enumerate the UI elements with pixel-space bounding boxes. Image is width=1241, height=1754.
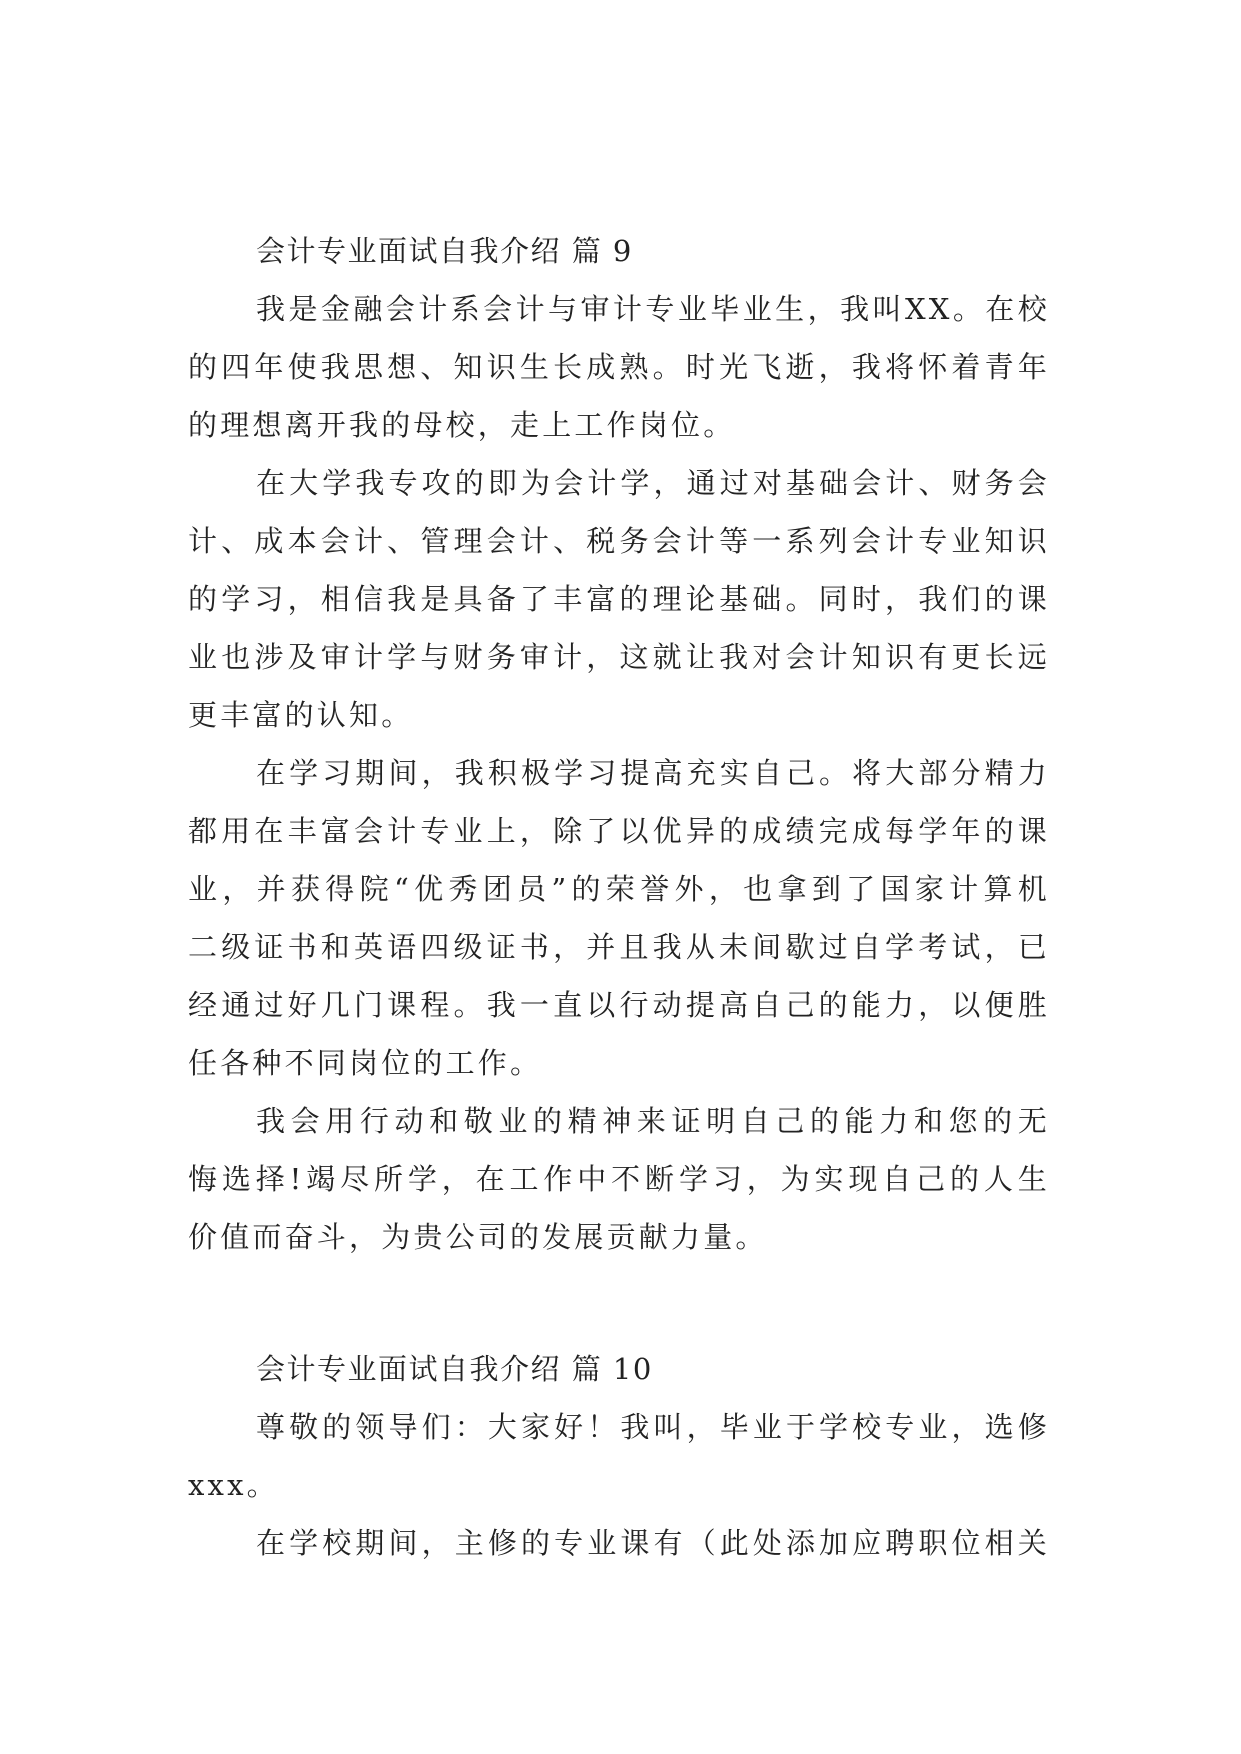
paragraph-line: xxx。 [188, 1468, 279, 1502]
paragraph-line: 尊敬的领导们：大家好！我叫，毕业于学校专业，选修 [256, 1410, 1050, 1444]
paragraph-line: 任各种不同岗位的工作。 [188, 1046, 543, 1080]
paragraph-line: 悔选择!竭尽所学，在工作中不断学习，为实现自己的人生 [188, 1162, 1050, 1196]
section-10-paragraph-1 [188, 1398, 1050, 1514]
section-9-paragraph-3 [188, 744, 1050, 1092]
section-9-paragraph-4 [188, 1092, 1050, 1266]
section-10-paragraph-2 [188, 1514, 1050, 1572]
paragraph-line: 都用在丰富会计专业上，除了以优异的成绩完成每学年的课 [188, 814, 1050, 848]
paragraph-line: 更丰富的认知。 [188, 698, 414, 732]
document-body [188, 222, 1050, 1572]
paragraph-line: 业，并获得院“优秀团员”的荣誉外，也拿到了国家计算机 [188, 872, 1050, 906]
section-gap [188, 1266, 1050, 1340]
section-9-paragraph-1 [188, 280, 1050, 454]
paragraph-line: 在学校期间，主修的专业课有（此处添加应聘职位相关 [256, 1526, 1050, 1560]
paragraph-line: 的四年使我思想、知识生长成熟。时光飞逝，我将怀着青年 [188, 350, 1050, 384]
paragraph-line: 我会用行动和敬业的精神来证明自己的能力和您的无 [256, 1104, 1050, 1138]
paragraph-line: 在学习期间，我积极学习提高充实自己。将大部分精力 [256, 756, 1050, 790]
section-9-title: 会计专业面试自我介绍 篇 9 [256, 234, 633, 268]
paragraph-line: 我是金融会计系会计与审计专业毕业生，我叫XX。在校 [256, 292, 1050, 326]
section-10-title: 会计专业面试自我介绍 篇 10 [256, 1352, 653, 1386]
paragraph-line: 计、成本会计、管理会计、税务会计等一系列会计专业知识 [188, 524, 1050, 558]
paragraph-line: 在大学我专攻的即为会计学，通过对基础会计、财务会 [256, 466, 1050, 500]
paragraph-line: 经通过好几门课程。我一直以行动提高自己的能力，以便胜 [188, 988, 1050, 1022]
paragraph-line: 二级证书和英语四级证书，并且我从未间歇过自学考试，已 [188, 930, 1050, 964]
paragraph-line: 的学习，相信我是具备了丰富的理论基础。同时，我们的课 [188, 582, 1050, 616]
paragraph-line: 价值而奋斗，为贵公司的发展贡献力量。 [188, 1220, 768, 1254]
paragraph-line: 业也涉及审计学与财务审计，这就让我对会计知识有更长远 [188, 640, 1050, 674]
paragraph-line: 的理想离开我的母校，走上工作岗位。 [188, 408, 736, 442]
section-9-paragraph-2 [188, 454, 1050, 744]
